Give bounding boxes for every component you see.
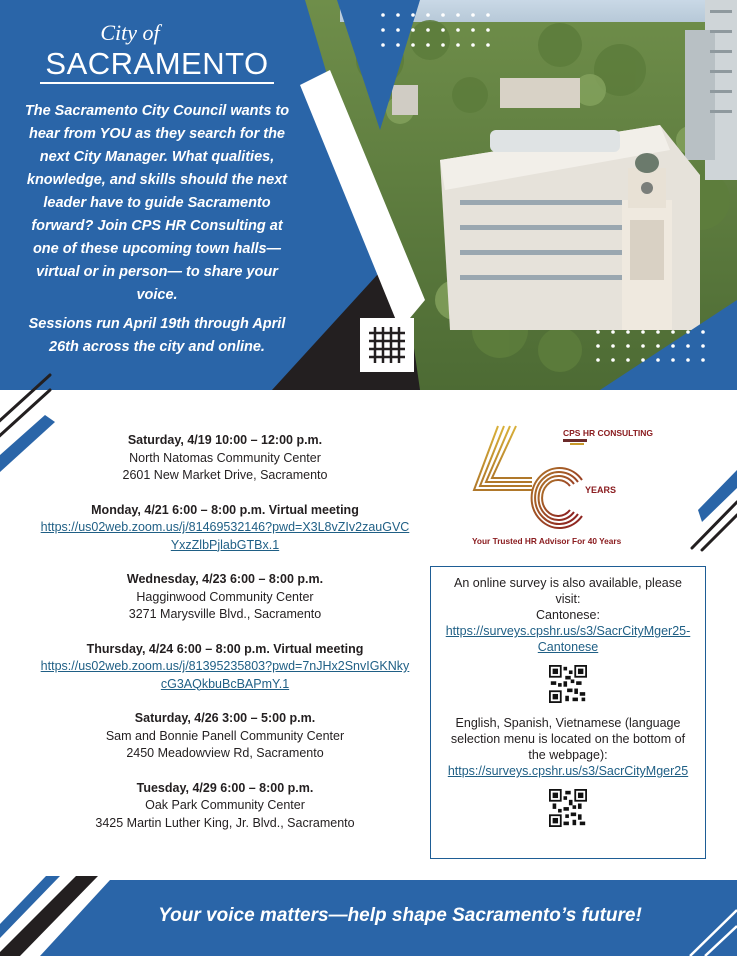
- session-address: 3271 Marysville Blvd., Sacramento: [128, 607, 322, 621]
- session-heading: Monday, 4/21 6:00 – 8:00 p.m. Virtual meeting: [91, 502, 359, 517]
- session-location: Sam and Bonnie Panell Community Center: [105, 728, 345, 743]
- session-address: 2450 Meadowview Rd, Sacramento: [126, 746, 324, 760]
- zoom-link[interactable]: https://us02web.zoom.us/j/81395235803?pwd=7nJHx2SnvIGKNkycG3AQkbuBcBAPmY.1: [40, 659, 410, 691]
- session-item: [40, 502, 410, 555]
- session-heading: Wednesday, 4/23 6:00 – 8:00 p.m.: [126, 572, 324, 586]
- hero-section: [0, 0, 737, 390]
- session-item: [40, 432, 410, 485]
- session-item: [40, 710, 410, 763]
- session-item: [40, 571, 410, 624]
- qr-code-icon[interactable]: [549, 665, 587, 703]
- session-heading: Tuesday, 4/29 6:00 – 8:00 p.m.: [136, 780, 314, 795]
- session-item: [40, 641, 410, 694]
- session-location: Hagginwood Community Center: [136, 589, 314, 604]
- zoom-link[interactable]: https://us02web.zoom.us/j/81469532146?pwd=X3L8vZIv2zauGVCYxzZlbPjlabGTBx.1: [40, 520, 410, 552]
- qr-grid-icon: [360, 318, 414, 372]
- main-survey-link[interactable]: https://surveys.cpshr.us/s3/SacrCityMger25: [447, 764, 689, 778]
- logo-city-of: City of: [100, 20, 160, 45]
- session-address: 3425 Martin Luther King, Jr. Blvd., Sacramento: [95, 815, 355, 830]
- session-location: Oak Park Community Center: [145, 798, 305, 812]
- sessions-note: Sessions run April 19th through April 26th across the city and online.: [28, 316, 286, 355]
- qr-code-icon[interactable]: [549, 789, 587, 827]
- cps-brand-text: CPS HR CONSULTING: [563, 428, 654, 438]
- sessions-list: [40, 432, 410, 832]
- cps-tagline: Your Trusted HR Advisor For 40 Years: [472, 536, 622, 546]
- cantonese-survey-link[interactable]: https://surveys.cpshr.us/s3/SacrCityMger25-Cantonese: [445, 624, 691, 654]
- session-location: North Natomas Community Center: [129, 450, 321, 465]
- intro-text: [20, 100, 294, 359]
- logo-sacramento: SACRAMENTO: [45, 46, 269, 81]
- survey-box: [430, 566, 706, 859]
- footer-tagline: Your voice matters—help shape Sacramento’s future!: [158, 905, 642, 926]
- survey-intro: An online survey is also available, please visit:: [454, 576, 682, 606]
- session-heading: Thursday, 4/24 6:00 – 8:00 p.m. Virtual meeting: [86, 641, 364, 656]
- right-decor-stripes: [680, 460, 737, 560]
- cps-years-text: YEARS: [585, 485, 617, 495]
- session-heading: Saturday, 4/19 10:00 – 12:00 p.m.: [127, 433, 323, 447]
- intro-paragraph: The Sacramento City Council wants to hear from YOU as they search for the next City Manager. What qualities, knowledge, and skills should the next leader have to guide Sacramento forward? Join CPS HR Consulting at one of these upcoming town halls—virtual or in person— to share your voice.: [24, 103, 290, 303]
- other-languages-label: English, Spanish, Vietnamese (language selection menu is located on the bottom of the webpage):: [450, 716, 686, 762]
- logo-underline: [40, 82, 274, 84]
- cantonese-label: Cantonese:: [536, 608, 600, 622]
- cps-40-years-logo: [470, 424, 660, 554]
- session-item: [40, 780, 410, 833]
- session-address: 2601 New Market Drive, Sacramento: [122, 468, 328, 482]
- session-heading: Saturday, 4/26 3:00 – 5:00 p.m.: [134, 711, 316, 725]
